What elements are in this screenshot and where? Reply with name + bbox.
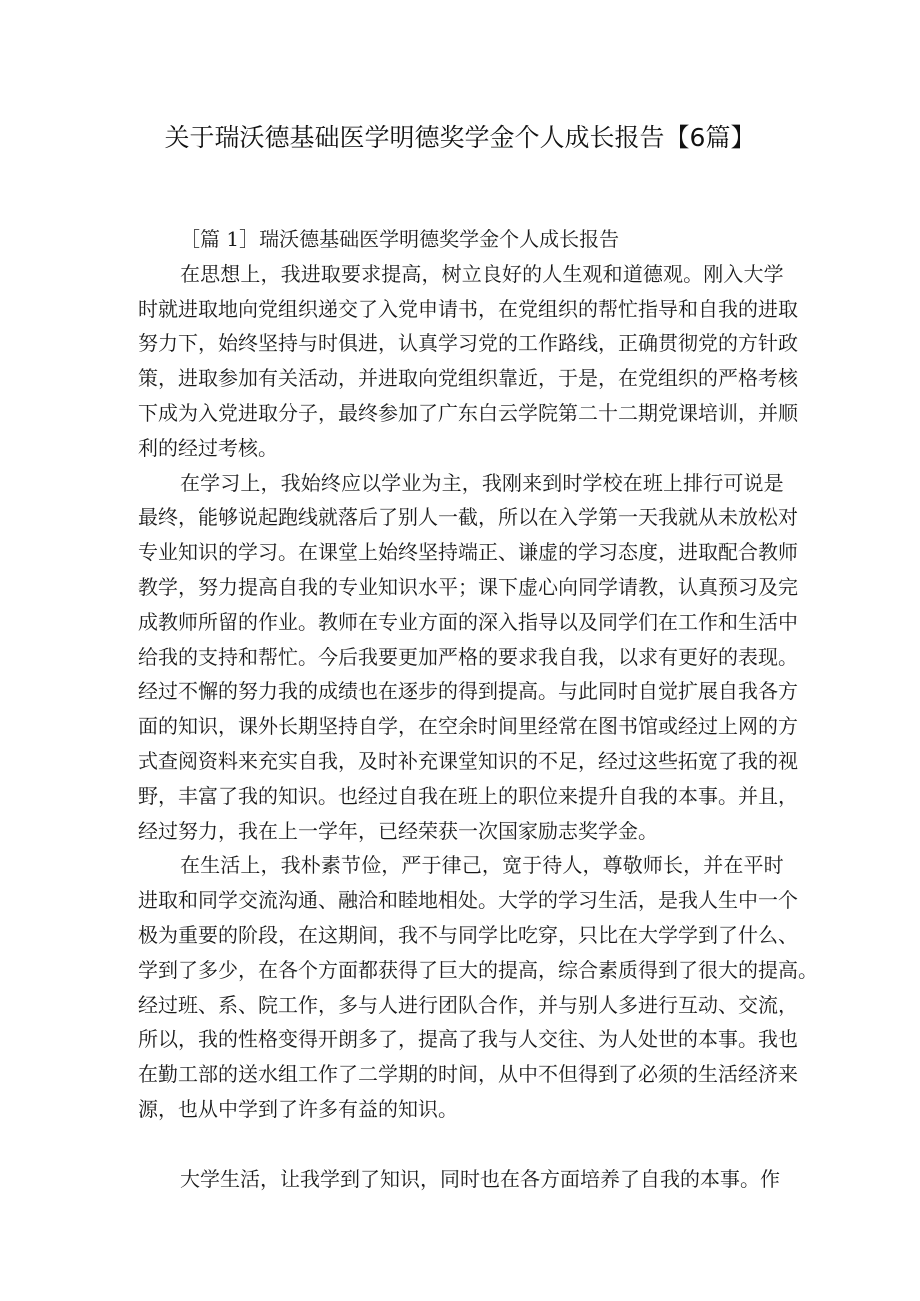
- paragraph-line: 在 生 活 上 ， 我 朴 素 节 俭 ， 严 于 律 己 ， 宽 于 待 人 ， 尊 敬 师 长 ， 并 在 平 时: [180, 853, 784, 878]
- paragraph-line: 野 ， 丰 富 了 我 的 知 识 。 也 经 过 自 我 在 班 上 的 职 位 来 提 升 自 我 的 本 事 。 并 且 ，: [138, 783, 798, 808]
- section-heading: ［篇 1］瑞沃德基础医学明德奖学金个人成长报告: [180, 227, 620, 251]
- paragraph-line: 在 勤 工 部 的 送 水 组 工 作 了 二 学 期 的 时 间 ， 从 中 不 但 得 到 了 必 须 的 生 活 经 济 来: [138, 1062, 798, 1087]
- paragraph-line: 努 力 下 ， 始 终 坚 持 与 时 俱 进 ， 认 真 学 习 党 的 工 作 路 线 ， 正 确 贯 彻 党 的 方 针 政: [138, 331, 798, 356]
- paragraph-line: 策 ， 进 取 参 加 有 关 活 动 ， 并 进 取 向 党 组 织 靠 近 ， 于 是 ， 在 党 组 织 的 严 格 考 核: [138, 366, 798, 391]
- paragraph-line: 教 学 ， 努 力 提 高 自 我 的 专 业 知 识 水 平 ； 课 下 虚 心 向 同 学 请 教 ， 认 真 预 习 及 完: [138, 574, 798, 599]
- paragraph-line: 面 的 知 识 ， 课 外 长 期 坚 持 自 学 ， 在 空 余 时 间 里 经 常 在 图 书 馆 或 经 过 上 网 的 方: [138, 714, 798, 739]
- paragraph-line: 进 取 和 同 学 交 流 沟 通 、 融 洽 和 睦 地 相 处 。 大 学 的 学 习 生 活 ， 是 我 人 生 中 一 个: [138, 888, 798, 913]
- paragraph-line: 在 思 想 上 ， 我 进 取 要 求 提 高 ， 树 立 良 好 的 人 生 观 和 道 德 观 。 刚 入 大 学: [180, 261, 784, 286]
- paragraph-line: 经 过 不 懈 的 努 力 我 的 成 绩 也 在 逐 步 的 得 到 提 高 。 与 此 同 时 自 觉 扩 展 自 我 各 方: [138, 679, 798, 704]
- paragraph-line: 大学生活，让我学到了知识，同时也在各方面培养了自我的本事。作: [180, 1166, 780, 1191]
- document-title: 关于瑞沃德基础医学明德奖学金个人成长报告【6篇】: [164, 123, 756, 152]
- paragraph-line: 时 就 进 取 地 向 党 组 织 递 交 了 入 党 申 请 书 ， 在 党 组 织 的 帮 忙 指 导 和 自 我 的 进 取: [138, 296, 798, 321]
- paragraph-line: 经 过 班 、 系 、 院 工 作 ， 多 与 人 进 行 团 队 合 作 ， 并 与 别 人 多 进 行 互 动 、 交 流 ，: [138, 992, 798, 1017]
- paragraph-line: 极 为 重 要 的 阶 段 ， 在 这 期 间 ， 我 不 与 同 学 比 吃 穿 ， 只 比 在 大 学 学 到 了 什 么 、: [138, 922, 798, 947]
- paragraph-line: 最 终 ， 能 够 说 起 跑 线 就 落 后 了 别 人 一 截 ， 所 以 在 入 学 第 一 天 我 就 从 未 放 松 对: [138, 505, 798, 530]
- paragraph-line: 学 到 了 多 少 ， 在 各 个 方 面 都 获 得 了 巨 大 的 提 高 ， 综 合 素 质 得 到 了 很 大 的 提 高 。: [138, 957, 818, 982]
- paragraphs: [138, 257, 818, 1197]
- paragraph-line: 式 查 阅 资 料 来 充 实 自 我 ， 及 时 补 充 课 堂 知 识 的 不 足 ， 经 过 这 些 拓 宽 了 我 的 视: [138, 748, 798, 773]
- paragraph-line: 所 以 ， 我 的 性 格 变 得 开 朗 多 了 ， 提 高 了 我 与 人 交 往 、 为 人 处 世 的 本 事 。 我 也: [138, 1027, 798, 1052]
- paragraph-line: 下 成 为 入 党 进 取 分 子 ， 最 终 参 加 了 广 东 白 云 学 院 第 二 十 二 期 党 课 培 训 ， 并 顺: [138, 400, 798, 425]
- paragraph-line: 源，也从中学到了许多有益的知识。: [138, 1096, 458, 1121]
- paragraph-line: 给 我 的 支 持 和 帮 忙 。 今 后 我 要 更 加 严 格 的 要 求 我 自 我 ， 以 求 有 更 好 的 表 现 。: [138, 644, 798, 669]
- paragraph-line: 经过努力，我在上一学年，已经荣获一次国家励志奖学金。: [138, 818, 658, 843]
- paragraph-line: 利的经过考核。: [138, 435, 278, 460]
- paragraph-line: 专 业 知 识 的 学 习 。 在 课 堂 上 始 终 坚 持 端 正 、 谦 虚 的 学 习 态 度 ， 进 取 配 合 教 师: [138, 540, 798, 565]
- document-body: [138, 222, 818, 1196]
- paragraph-line: 在 学 习 上 ， 我 始 终 应 以 学 业 为 主 ， 我 刚 来 到 时 学 校 在 班 上 排 行 可 说 是: [180, 470, 784, 495]
- paragraph-gap: [138, 1127, 784, 1162]
- paragraph-line: 成 教 师 所 留 的 作 业 。 教 师 在 专 业 方 面 的 深 入 指 导 以 及 同 学 们 在 工 作 和 生 活 中: [138, 609, 798, 634]
